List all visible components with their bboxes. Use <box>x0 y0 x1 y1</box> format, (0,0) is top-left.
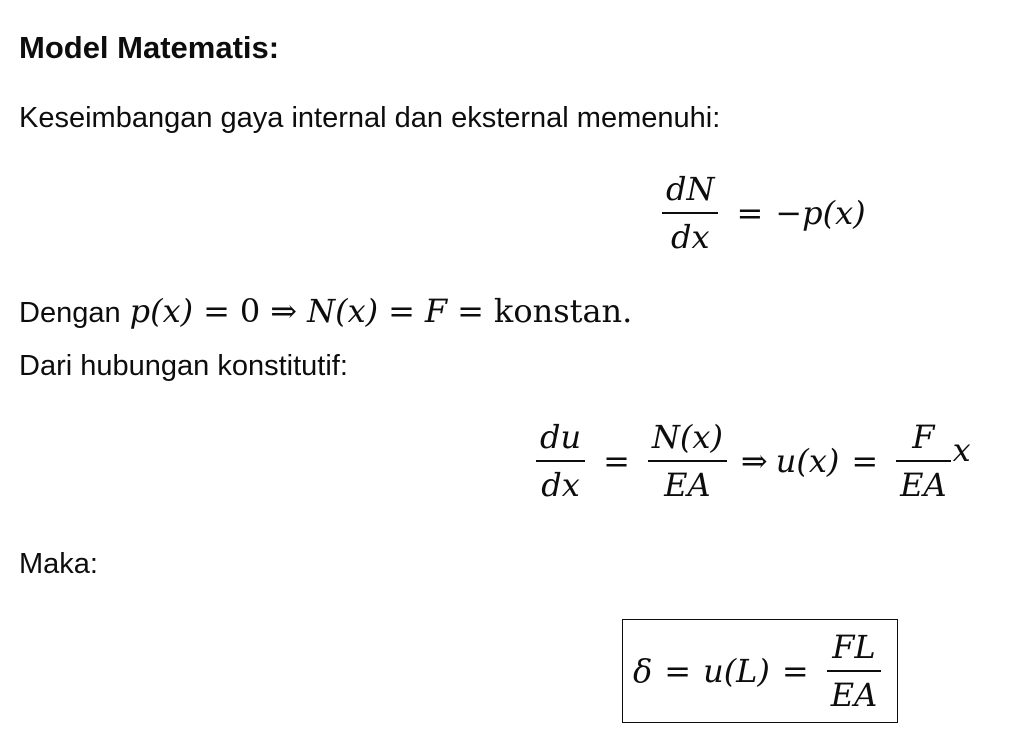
equals-sign: = <box>664 652 692 690</box>
equals-sign: = <box>457 292 484 330</box>
equals-sign: = <box>736 194 764 232</box>
equals-sign: = <box>851 442 879 480</box>
equals-sign: = <box>203 292 230 330</box>
math-p-of-x: p(x) <box>129 292 194 330</box>
fraction-numerator: F <box>912 418 935 456</box>
equals-sign: = <box>603 442 630 480</box>
math-N-of-x: N(x) <box>307 292 379 330</box>
equation-constitutive <box>530 418 971 504</box>
math-u-of-x: u(x) <box>775 442 840 480</box>
equals-sign: = <box>781 652 809 690</box>
boxed-result-equation <box>622 619 898 723</box>
intro-text: Keseimbangan gaya internal dan eksternal memenuhi: <box>19 102 721 134</box>
fraction-denominator: EA <box>664 466 711 504</box>
implies-arrow: ⇒ <box>270 292 298 330</box>
fraction-numerator: FL <box>832 628 876 666</box>
condition-prefix: Dengan <box>19 297 121 329</box>
math-delta: δ <box>633 652 653 690</box>
equation-rhs: −p(x) <box>775 194 866 232</box>
maka-text: Maka: <box>19 548 98 580</box>
fraction-F-EA <box>896 418 950 504</box>
equation-equilibrium <box>656 170 866 256</box>
fraction-denominator: dx <box>670 218 710 256</box>
fraction-denominator: dx <box>541 466 580 504</box>
fraction-FL-EA <box>827 628 881 714</box>
equals-sign: = <box>388 292 415 330</box>
math-zero: 0 <box>239 292 261 330</box>
math-u-of-L: u(L) <box>703 652 770 690</box>
implies-arrow: ⇒ <box>740 442 768 480</box>
math-x: x <box>952 431 971 469</box>
fraction-numerator: dN <box>666 170 715 208</box>
fraction-denominator: EA <box>830 676 878 714</box>
fraction-denominator: EA <box>900 466 947 504</box>
fraction-numerator: du <box>540 418 582 456</box>
condition-line <box>19 292 632 332</box>
fraction-dN-dx <box>662 170 718 256</box>
constitutive-text: Dari hubungan konstitutif: <box>19 350 348 382</box>
math-F: F <box>424 292 448 330</box>
page-heading: Model Matematis: <box>19 30 280 65</box>
fraction-du-dx <box>536 418 585 504</box>
fraction-Nx-EA <box>648 418 727 504</box>
math-konstan: konstan. <box>493 292 633 330</box>
fraction-numerator: N(x) <box>651 418 723 456</box>
